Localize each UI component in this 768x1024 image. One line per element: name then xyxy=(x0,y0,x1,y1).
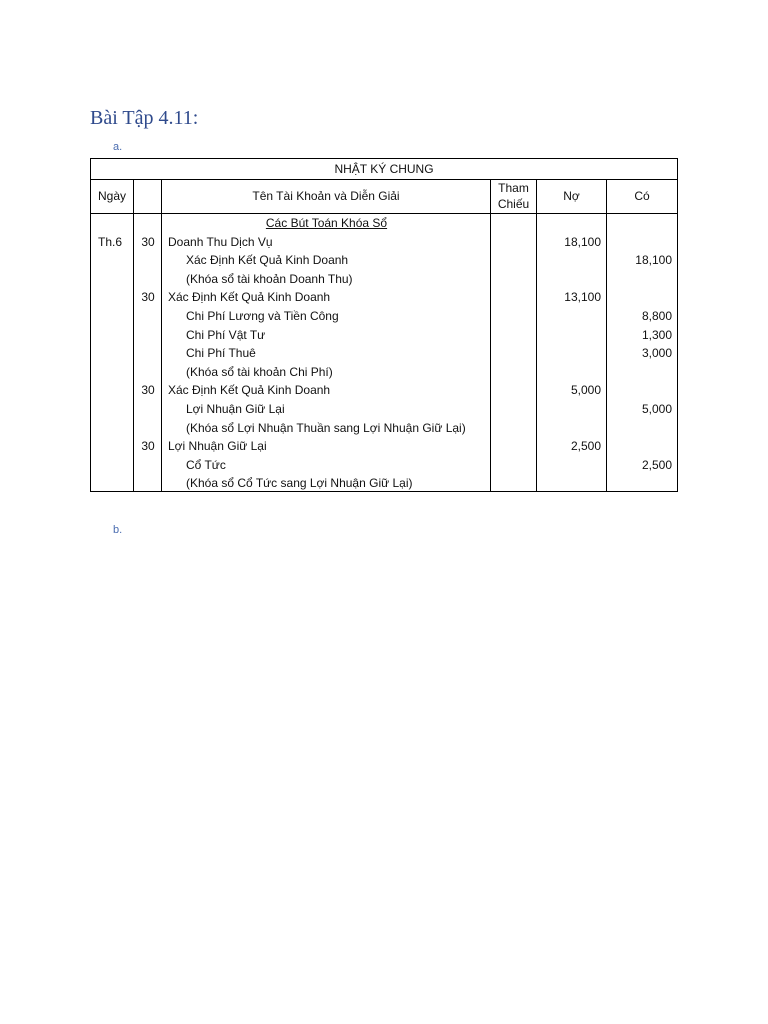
cell-description: Xác Định Kết Quả Kinh Doanh xyxy=(186,253,349,268)
cell-debit: 18,100 xyxy=(564,234,601,249)
list-marker-b: b. xyxy=(113,524,123,536)
header-ref xyxy=(491,179,536,213)
header-account: Tên Tài Khoản và Diễn Giải xyxy=(252,189,400,203)
table-row xyxy=(91,251,677,270)
table-row xyxy=(91,474,677,493)
cell-day: 30 xyxy=(141,439,155,454)
cell-debit: 5,000 xyxy=(570,383,601,398)
cell-credit: 3,000 xyxy=(641,346,672,361)
cell-description: Cổ Tức xyxy=(186,457,226,472)
cell-credit: 5,000 xyxy=(641,402,672,416)
journal-title: NHẬT KÝ CHUNG xyxy=(91,159,677,180)
header-date: Ngày xyxy=(97,189,126,203)
table-row xyxy=(91,344,677,363)
cell-description: Chi Phí Thuê xyxy=(186,346,256,361)
general-journal-table xyxy=(90,158,678,492)
cell-description: Chi Phí Lương và Tiền Công xyxy=(186,309,339,323)
page-heading: Bài Tập 4.11: xyxy=(90,107,199,129)
header-debit: Nợ xyxy=(563,189,580,203)
cell-description: Lợi Nhuận Giữ Lại xyxy=(186,402,285,416)
table-row xyxy=(91,326,677,345)
header-ref-line2: Chiếu xyxy=(497,197,530,211)
journal-header-row xyxy=(91,179,677,214)
cell-description: (Khóa sổ Lợi Nhuận Thuần sang Lợi Nhuận Giữ Lại) xyxy=(186,420,466,435)
header-day xyxy=(134,179,161,213)
cell-credit: 8,800 xyxy=(641,309,672,323)
cell-credit: 1,300 xyxy=(641,327,672,342)
cell-day: 30 xyxy=(141,234,155,249)
header-credit: Có xyxy=(634,189,650,203)
table-row xyxy=(91,381,677,400)
cell-description: Doanh Thu Dịch Vụ xyxy=(168,234,273,249)
cell-description: Xác Định Kết Quả Kinh Doanh xyxy=(168,290,331,305)
cell-description: (Khóa sổ Cổ Tức sang Lợi Nhuận Giữ Lại) xyxy=(186,476,413,491)
table-row xyxy=(91,233,677,252)
table-row xyxy=(91,288,677,307)
cell-debit: 2,500 xyxy=(570,439,601,454)
table-row xyxy=(91,363,677,382)
cell-description: (Khóa sổ tài khoản Chi Phí) xyxy=(186,364,333,379)
list-marker-a: a. xyxy=(113,141,123,153)
header-ref-line1: Tham xyxy=(498,181,529,195)
cell-credit: 18,100 xyxy=(635,253,672,268)
table-row xyxy=(91,214,677,233)
cell-debit: 13,100 xyxy=(564,290,601,305)
cell-description: Xác Định Kết Quả Kinh Doanh xyxy=(168,383,331,398)
table-row xyxy=(91,400,677,419)
cell-credit: 2,500 xyxy=(641,457,672,472)
table-row xyxy=(91,307,677,326)
cell-day: 30 xyxy=(141,383,155,398)
table-row xyxy=(91,419,677,438)
cell-description: (Khóa sổ tài khoản Doanh Thu) xyxy=(186,271,353,286)
table-row xyxy=(91,456,677,475)
cell-date: Th.6 xyxy=(98,234,123,249)
journal-body xyxy=(91,214,677,491)
table-row xyxy=(91,437,677,456)
cell-description: Lợi Nhuận Giữ Lại xyxy=(168,439,267,454)
cell-description: Các Bút Toán Khóa Sổ xyxy=(265,216,388,230)
cell-day: 30 xyxy=(141,290,155,305)
table-row xyxy=(91,270,677,289)
cell-description: Chi Phí Vật Tư xyxy=(186,327,266,342)
